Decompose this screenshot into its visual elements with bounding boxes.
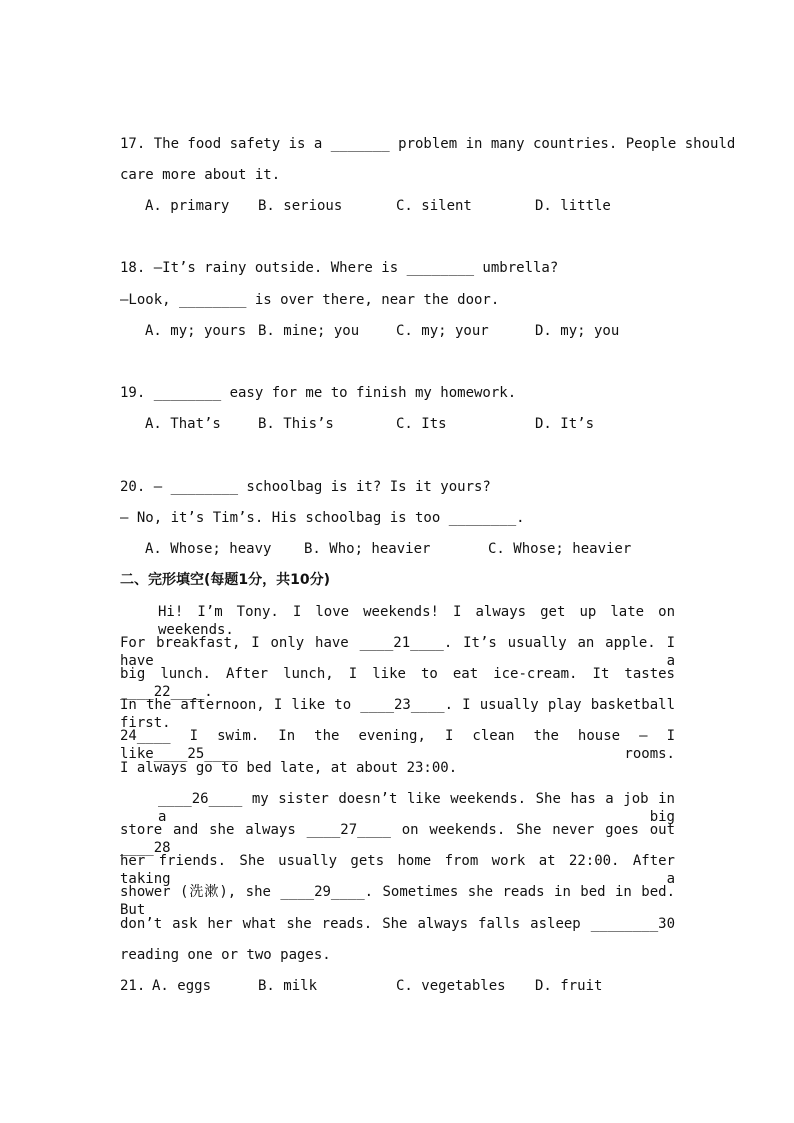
- passage-p2-line6: reading one or two pages.: [120, 947, 331, 963]
- q21-option-c: C. vegetables: [396, 978, 506, 994]
- section-heading-cloze: 二、完形填空(每题1分，共10分): [120, 572, 331, 588]
- q17-stem-line2: care more about it.: [120, 167, 281, 183]
- q17-stem-line1: 17. The food safety is a _______ problem in many countries. People should: [120, 136, 736, 152]
- q18-option-a: A. my; yours: [145, 323, 247, 339]
- passage-p2-line1: ____26____ my sister doesn’t like weekends. She has a job in a big: [158, 791, 675, 825]
- q20-option-c: C. Whose; heavier: [488, 541, 632, 557]
- q21-option-b: B. milk: [258, 978, 318, 994]
- q19-option-c: C. Its: [396, 416, 447, 432]
- q17-option-c: C. silent: [396, 198, 472, 214]
- q19-option-d: D. It’s: [535, 416, 595, 432]
- passage-p2-line5: don’t ask her what she reads. She always falls asleep ________30: [120, 916, 675, 932]
- q18-option-b: B. mine; you: [258, 323, 360, 339]
- q19-option-a: A. That’s: [145, 416, 221, 432]
- q17-option-d: D. little: [535, 198, 611, 214]
- q17-option-a: A. primary: [145, 198, 230, 214]
- passage-p2-line3: her friends. She usually gets home from work at 22:00. After taking a: [120, 853, 675, 887]
- q20-stem-line2: — No, it’s Tim’s. His schoolbag is too ________.: [120, 510, 525, 526]
- q21-option-a: A. eggs: [152, 978, 212, 994]
- passage-p1-line2: For breakfast, I only have ____21____. It’s usually an apple. I have a: [120, 635, 675, 669]
- passage-p1-line4: In the afternoon, I like to ____23____. I usually play basketball first.: [120, 697, 675, 731]
- q19-stem: 19. ________ easy for me to finish my homework.: [120, 385, 517, 401]
- q18-option-d: D. my; you: [535, 323, 620, 339]
- q20-option-a: A. Whose; heavy: [145, 541, 272, 557]
- passage-p2-line4: shower (洗漱), she ____29____. Sometimes she reads in bed in bed. But: [120, 884, 675, 918]
- passage-p1-line1: Hi! I’m Tony. I love weekends! I always get up late on weekends.: [158, 604, 675, 638]
- q20-option-b: B. Who; heavier: [304, 541, 431, 557]
- q18-option-c: C. my; your: [396, 323, 489, 339]
- passage-p2-line2: store and she always ____27____ on weekends. She never goes out ____28: [120, 822, 675, 856]
- passage-p1-line6: I always go to bed late, at about 23:00.: [120, 760, 458, 776]
- q18-stem-line1: 18. —It’s rainy outside. Where is ________ umbrella?: [120, 260, 559, 276]
- q21-label: 21.: [120, 978, 146, 994]
- q20-stem-line1: 20. — ________ schoolbag is it? Is it yours?: [120, 479, 491, 495]
- q18-stem-line2: —Look, ________ is over there, near the door.: [120, 292, 500, 308]
- q19-option-b: B. This’s: [258, 416, 334, 432]
- q21-option-d: D. fruit: [535, 978, 603, 994]
- passage-p1-line5: 24____ I swim. In the evening, I clean the house — I like____25____ rooms.: [120, 728, 675, 762]
- q17-option-b: B. serious: [258, 198, 343, 214]
- passage-p1-line3: big lunch. After lunch, I like to eat ice-cream. It tastes ____22____.: [120, 666, 675, 700]
